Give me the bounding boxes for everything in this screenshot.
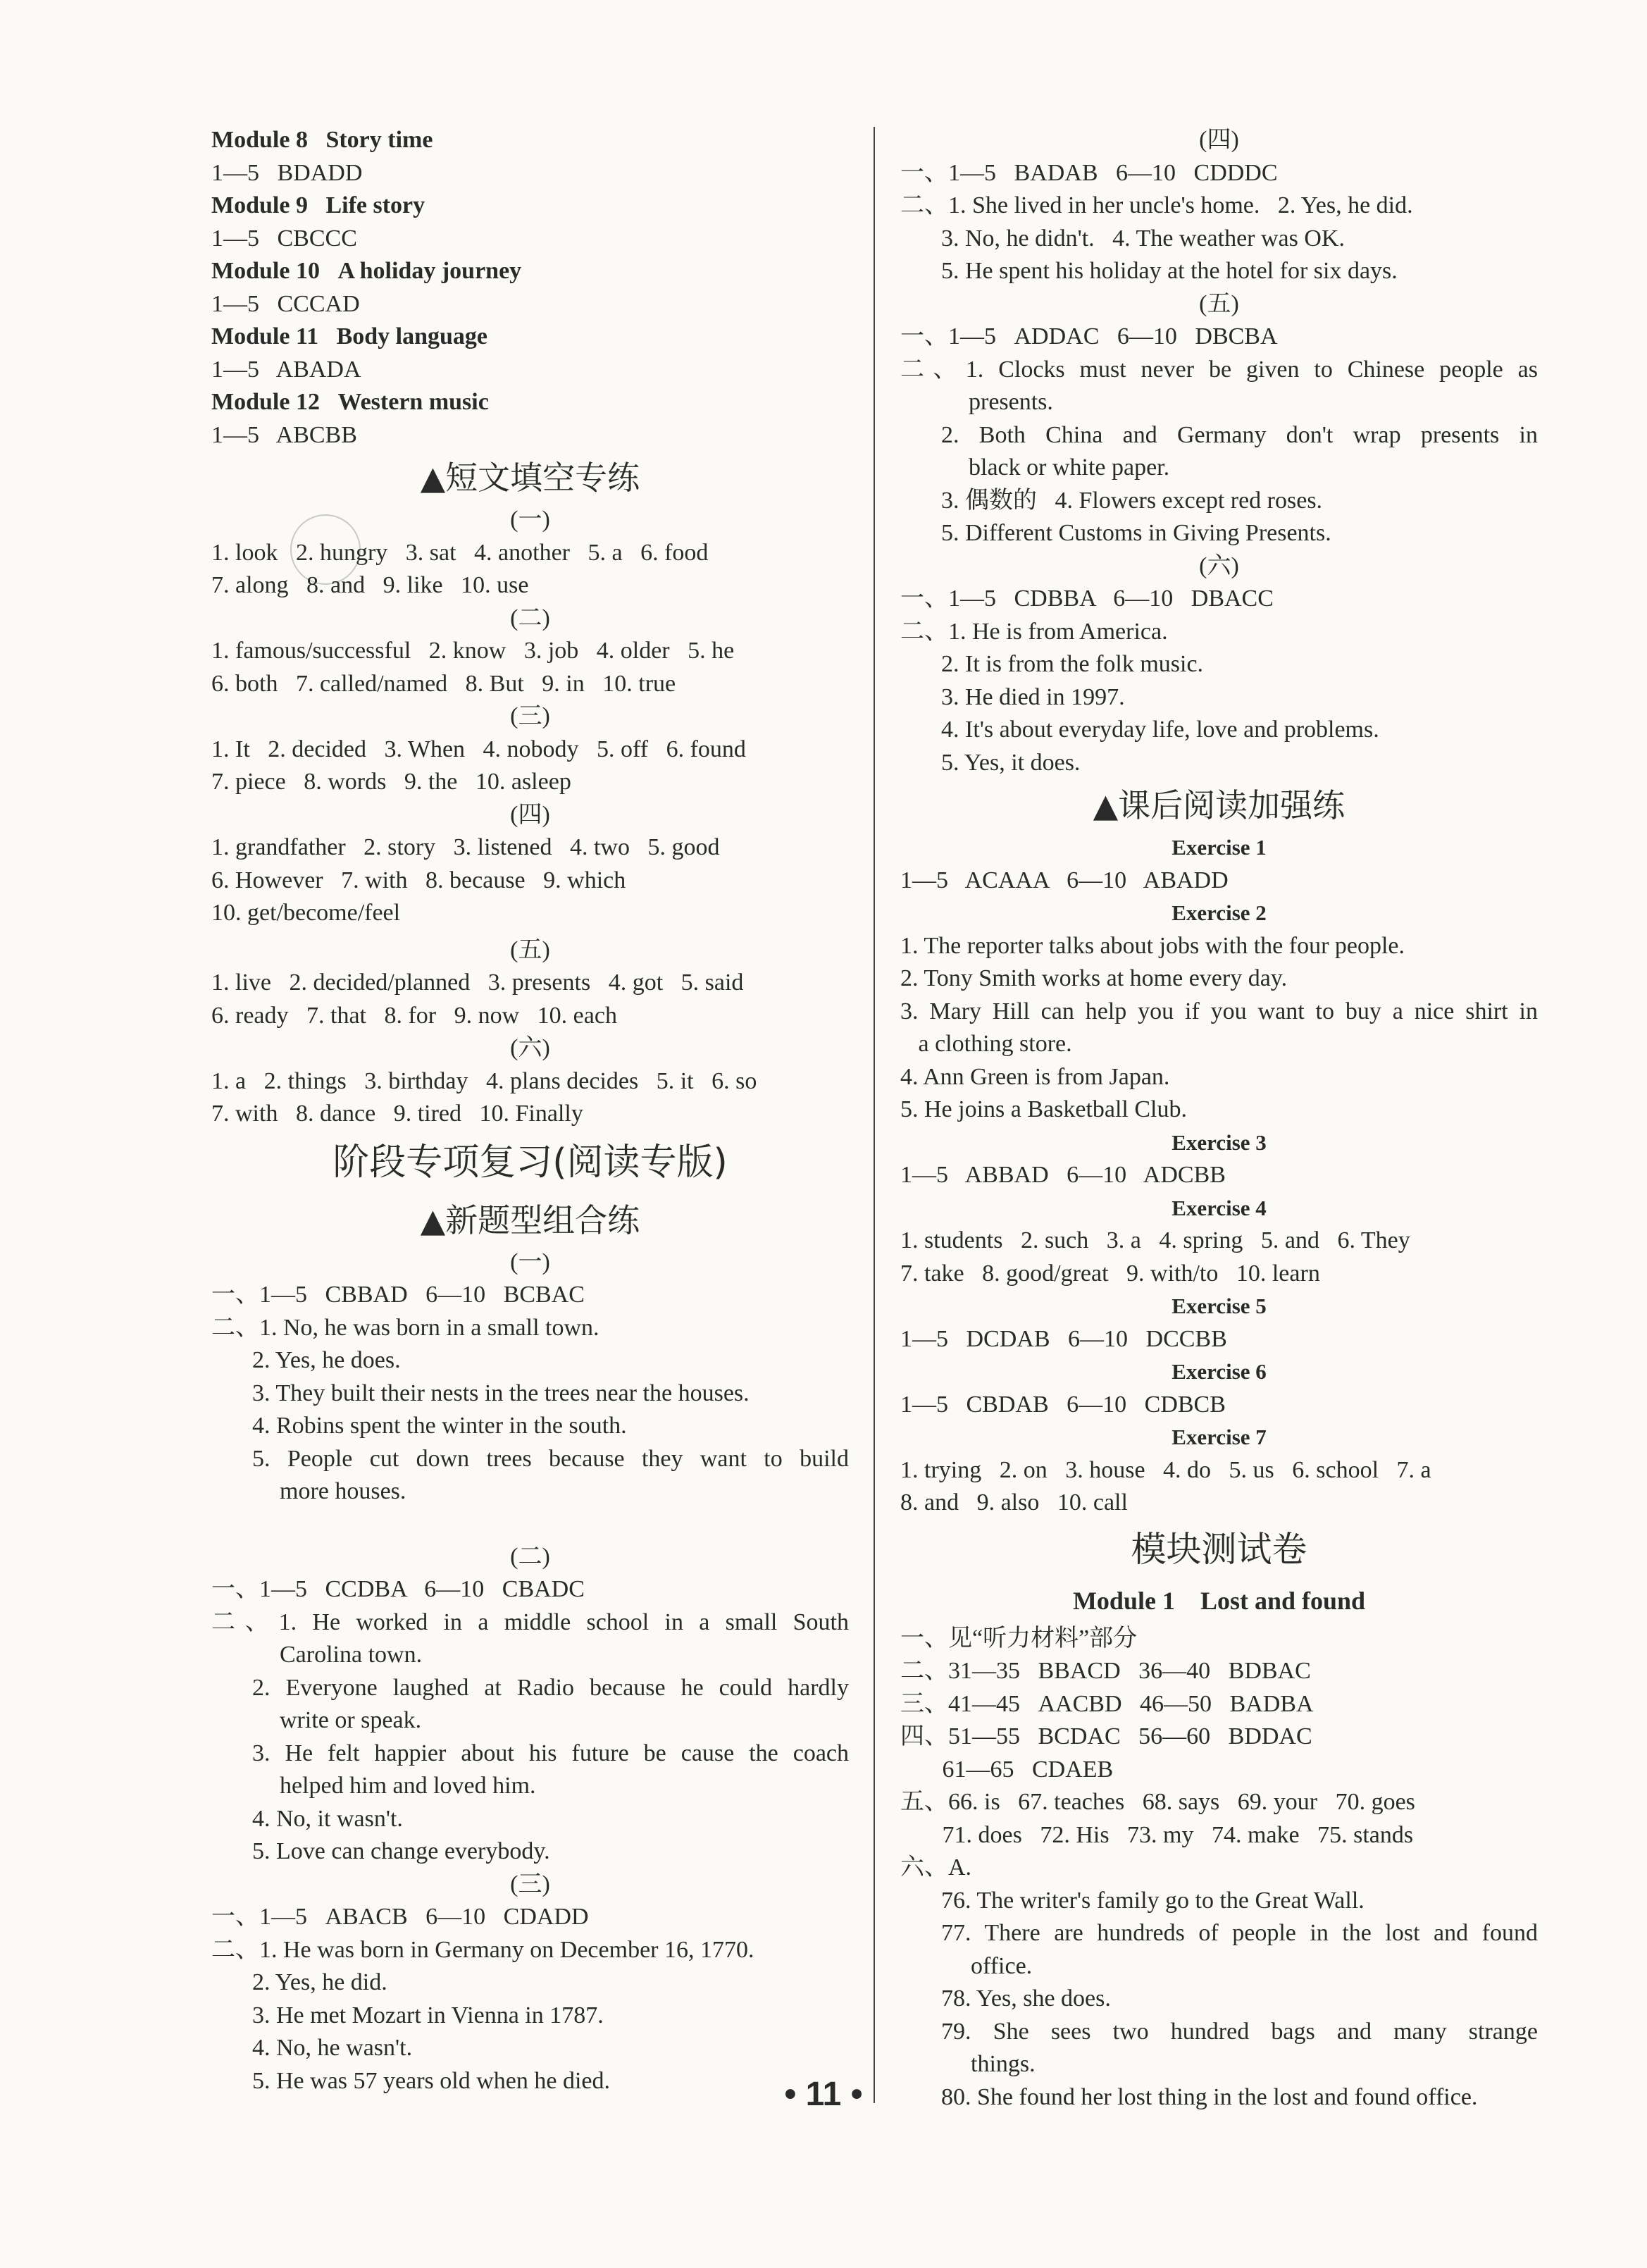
answer-line: 7. take 8. good/great 9. with/to 10. learn (900, 1260, 1320, 1287)
answer-line-continued: more houses. (280, 1478, 406, 1504)
module-heading (211, 321, 849, 354)
answer-line: 5. People cut down trees because they want to build (252, 1445, 849, 1472)
answer-line: 1. The reporter talks about jobs with the four people. (900, 932, 1405, 959)
exercise-heading: Exercise 5 (1171, 1294, 1267, 1318)
answer-line-continued: presents. (969, 389, 1053, 415)
answer-line: 二、1. No, he was born in a small town. (211, 1314, 599, 1341)
module-title: Western music (337, 389, 489, 415)
answer-line: a clothing store. (900, 1031, 1072, 1057)
answer-line: 4. It's about everyday life, love and problems. (941, 717, 1379, 743)
answer-line: 10. get/become/feel (211, 900, 401, 926)
section-number: (三) (510, 703, 550, 729)
module-answers: 1—5 ABCBB (211, 421, 357, 448)
exercise-heading: Exercise 2 (1171, 900, 1267, 925)
answer-line: 3. They built their nests in the trees near the houses. (252, 1380, 750, 1406)
answer-line: 3. He met Mozart in Vienna in 1787. (252, 2002, 604, 2028)
answer-line: 1. trying 2. on 3. house 4. do 5. us 6. school 7. a (900, 1456, 1431, 1483)
answer-line: 5. Different Customs in Giving Presents. (941, 520, 1331, 546)
exercise-heading: Exercise 3 (1171, 1129, 1267, 1155)
module-answers: 1—5 ABADA (211, 356, 361, 383)
answer-line-continued: helped him and loved him. (280, 1773, 536, 1799)
answer-line: 6. both 7. called/named 8. But 9. in 10. true (211, 670, 676, 697)
test-module-heading: Module 1 Lost and found (1072, 1586, 1366, 1615)
section-number: (三) (510, 1871, 550, 1897)
module-number: Module 8 (211, 127, 308, 153)
answer-line: 1. grandfather 2. story 3. listened 4. two 5. good (211, 834, 720, 860)
test-answer-item-continued: things. (971, 2051, 1036, 2077)
test-answer-item: 79. She sees two hundred bags and many strange (941, 2018, 1538, 2045)
module-title: A holiday journey (337, 258, 522, 284)
module-number: Module 11 (211, 323, 319, 349)
answer-line: 3. No, he didn't. 4. The weather was OK. (941, 225, 1345, 252)
answer-line: 1. live 2. decided/planned 3. presents 4. got 5. said (211, 969, 744, 996)
answer-line: 6. ready 7. that 8. for 9. now 10. each (211, 1002, 617, 1029)
answer-line-continued: black or white paper. (969, 454, 1170, 481)
section-number: (四) (1199, 127, 1239, 153)
answer-line: 5. He was 57 years old when he died. (252, 2067, 610, 2094)
answer-line: 3. 偶数的 4. Flowers except red roses. (941, 487, 1323, 514)
test-answer-line: 四、51—55 BCDAC 56—60 BDDAC (900, 1723, 1312, 1749)
answer-line: 6. However 7. with 8. because 9. which (211, 867, 626, 893)
choice-answers: 一、1—5 CDBBA 6—10 DBACC (900, 585, 1274, 612)
test-answer-item-continued: office. (971, 1952, 1033, 1979)
answer-line: 二、1. Clocks must never be given to Chinese people as (900, 356, 1538, 383)
section-number: (五) (1199, 290, 1239, 317)
module-number: Module 10 (211, 258, 320, 284)
answer-line: 1—5 ACAAA 6—10 ABADD (900, 867, 1229, 893)
answer-line: 2. Everyone laughed at Radio because he could hardly (252, 1674, 849, 1701)
section-number: (四) (510, 801, 550, 828)
test-answer-line: 一、见“听力材料”部分 (900, 1625, 1138, 1652)
answer-line: 二、1. He is from America. (900, 618, 1168, 645)
choice-answers: 一、1—5 CCDBA 6—10 CBADC (211, 1576, 585, 1602)
test-answer-item: 77. There are hundreds of people in the lost and found (941, 1920, 1538, 1946)
module-answers: 1—5 CBCCC (211, 225, 357, 252)
answer-line: 1. look 2. hungry 3. sat 4. another 5. a 6. food (211, 539, 709, 566)
section-number: (一) (510, 1248, 550, 1275)
answer-line: 二、1. She lived in her uncle's home. 2. Yes, he did. (900, 192, 1413, 218)
module-test-title: 模块测试卷 (1131, 1528, 1307, 1570)
module-heading (211, 386, 849, 419)
answer-line: 5. Yes, it does. (941, 749, 1081, 776)
module-heading (211, 124, 849, 157)
answer-line-continued: write or speak. (280, 1707, 422, 1733)
test-answer-item: 76. The writer's family go to the Great Wall. (941, 1887, 1365, 1914)
choice-answers: 一、1—5 ADDAC 6—10 DBCBA (900, 323, 1278, 349)
choice-answers: 一、1—5 ABACB 6—10 CDADD (211, 1904, 589, 1930)
answer-line: 7. along 8. and 9. like 10. use (211, 572, 529, 598)
module-answers: 1—5 BDADD (211, 159, 363, 186)
exercise-heading: Exercise 4 (1171, 1195, 1267, 1220)
module-title: Story time (325, 127, 433, 153)
exercise-heading: Exercise 1 (1171, 835, 1267, 860)
after-class-reading-title: ▲课后阅读加强练 (1093, 786, 1345, 824)
test-answer-line: 二、31—35 BBACD 36—40 BDBAC (900, 1658, 1311, 1684)
answer-line: 3. He felt happier about his future be cause the coach (252, 1740, 849, 1766)
test-answer-line: 三、41—45 AACBD 46—50 BADBA (900, 1690, 1314, 1717)
page-number: • 11 • (784, 2076, 863, 2113)
answer-line-continued: Carolina town. (280, 1642, 423, 1668)
answer-line: 1—5 CBDAB 6—10 CDBCB (900, 1391, 1226, 1418)
answer-line: 2. Both China and Germany don't wrap presents in (941, 421, 1538, 448)
answer-line: 2. Yes, he does. (252, 1347, 401, 1373)
answer-line: 5. He joins a Basketball Club. (900, 1096, 1188, 1122)
cloze-practice-title: ▲短文填空专练 (420, 459, 640, 497)
column-divider (874, 127, 875, 2103)
answer-line: 4. No, he wasn't. (252, 2035, 413, 2061)
answer-line: 1—5 ABBAD 6—10 ADCBB (900, 1162, 1226, 1188)
answer-line: 7. with 8. dance 9. tired 10. Finally (211, 1101, 583, 1127)
left-column (211, 124, 849, 2097)
answer-line: 5. He spent his holiday at the hotel for six days. (941, 258, 1398, 284)
answer-line: 1. It 2. decided 3. When 4. nobody 5. off 6. found (211, 736, 746, 762)
section-number: (五) (510, 936, 550, 963)
section-number: (六) (510, 1035, 550, 1061)
test-answer-line: 六、A. (900, 1854, 972, 1880)
answer-line: 二、1. He worked in a middle school in a small South (211, 1609, 849, 1635)
spacer (211, 1508, 849, 1541)
combo-practice-title: ▲新题型组合练 (420, 1201, 640, 1239)
module-heading (211, 190, 849, 223)
answer-line: 1—5 DCDAB 6—10 DCCBB (900, 1325, 1227, 1352)
module-number: Module 12 (211, 389, 320, 415)
module-title: Life story (325, 192, 425, 218)
answer-line: 二、1. He was born in Germany on December 16, 1770. (211, 1936, 754, 1963)
right-column (900, 124, 1538, 2114)
answer-line: 4. Ann Green is from Japan. (900, 1063, 1170, 1090)
answer-line: 5. Love can change everybody. (252, 1838, 550, 1864)
answer-line: 4. Robins spent the winter in the south. (252, 1413, 627, 1439)
exercise-heading: Exercise 6 (1171, 1359, 1267, 1384)
answer-line: 2. It is from the folk music. (941, 651, 1204, 677)
stage-review-title: 阶段专项复习(阅读专版) (332, 1141, 728, 1184)
answer-line: 2. Yes, he did. (252, 1969, 387, 1995)
answer-line: 3. Mary Hill can help you if you want to buy a nice shirt in (900, 998, 1538, 1024)
answer-line: 7. piece 8. words 9. the 10. asleep (211, 769, 571, 795)
test-answer-line: 五、66. is 67. teaches 68. says 69. your 70. goes (900, 1789, 1415, 1815)
choice-answers: 一、1—5 BADAB 6—10 CDDDC (900, 159, 1278, 186)
answer-line: 1. famous/successful 2. know 3. job 4. older 5. he (211, 638, 735, 664)
test-answer-item: 78. Yes, she does. (941, 1985, 1111, 2012)
section-number: (二) (510, 605, 550, 631)
answer-line: 1. a 2. things 3. birthday 4. plans decides 5. it 6. so (211, 1067, 757, 1094)
section-number: (一) (510, 507, 550, 533)
section-number: (二) (510, 1543, 550, 1570)
answer-line: 4. No, it wasn't. (252, 1805, 403, 1832)
module-number: Module 9 (211, 192, 308, 218)
answer-line: 1. students 2. such 3. a 4. spring 5. and 6. They (900, 1227, 1410, 1253)
exercise-heading: Exercise 7 (1171, 1425, 1267, 1449)
choice-answers: 一、1—5 CBBAD 6—10 BCBAC (211, 1282, 585, 1308)
test-answer-line: 71. does 72. His 73. my 74. make 75. stands (900, 1821, 1414, 1848)
answer-line: 8. and 9. also 10. call (900, 1489, 1128, 1516)
answer-line: 2. Tony Smith works at home every day. (900, 965, 1288, 991)
section-number: (六) (1199, 552, 1239, 579)
answer-line: 3. He died in 1997. (941, 683, 1125, 710)
test-answer-line: 61—65 CDAEB (900, 1756, 1114, 1783)
module-title: Body language (336, 323, 488, 349)
module-heading (211, 255, 849, 288)
test-answer-item: 80. She found her lost thing in the lost and found office. (941, 2083, 1478, 2110)
module-answers: 1—5 CCCAD (211, 290, 360, 317)
